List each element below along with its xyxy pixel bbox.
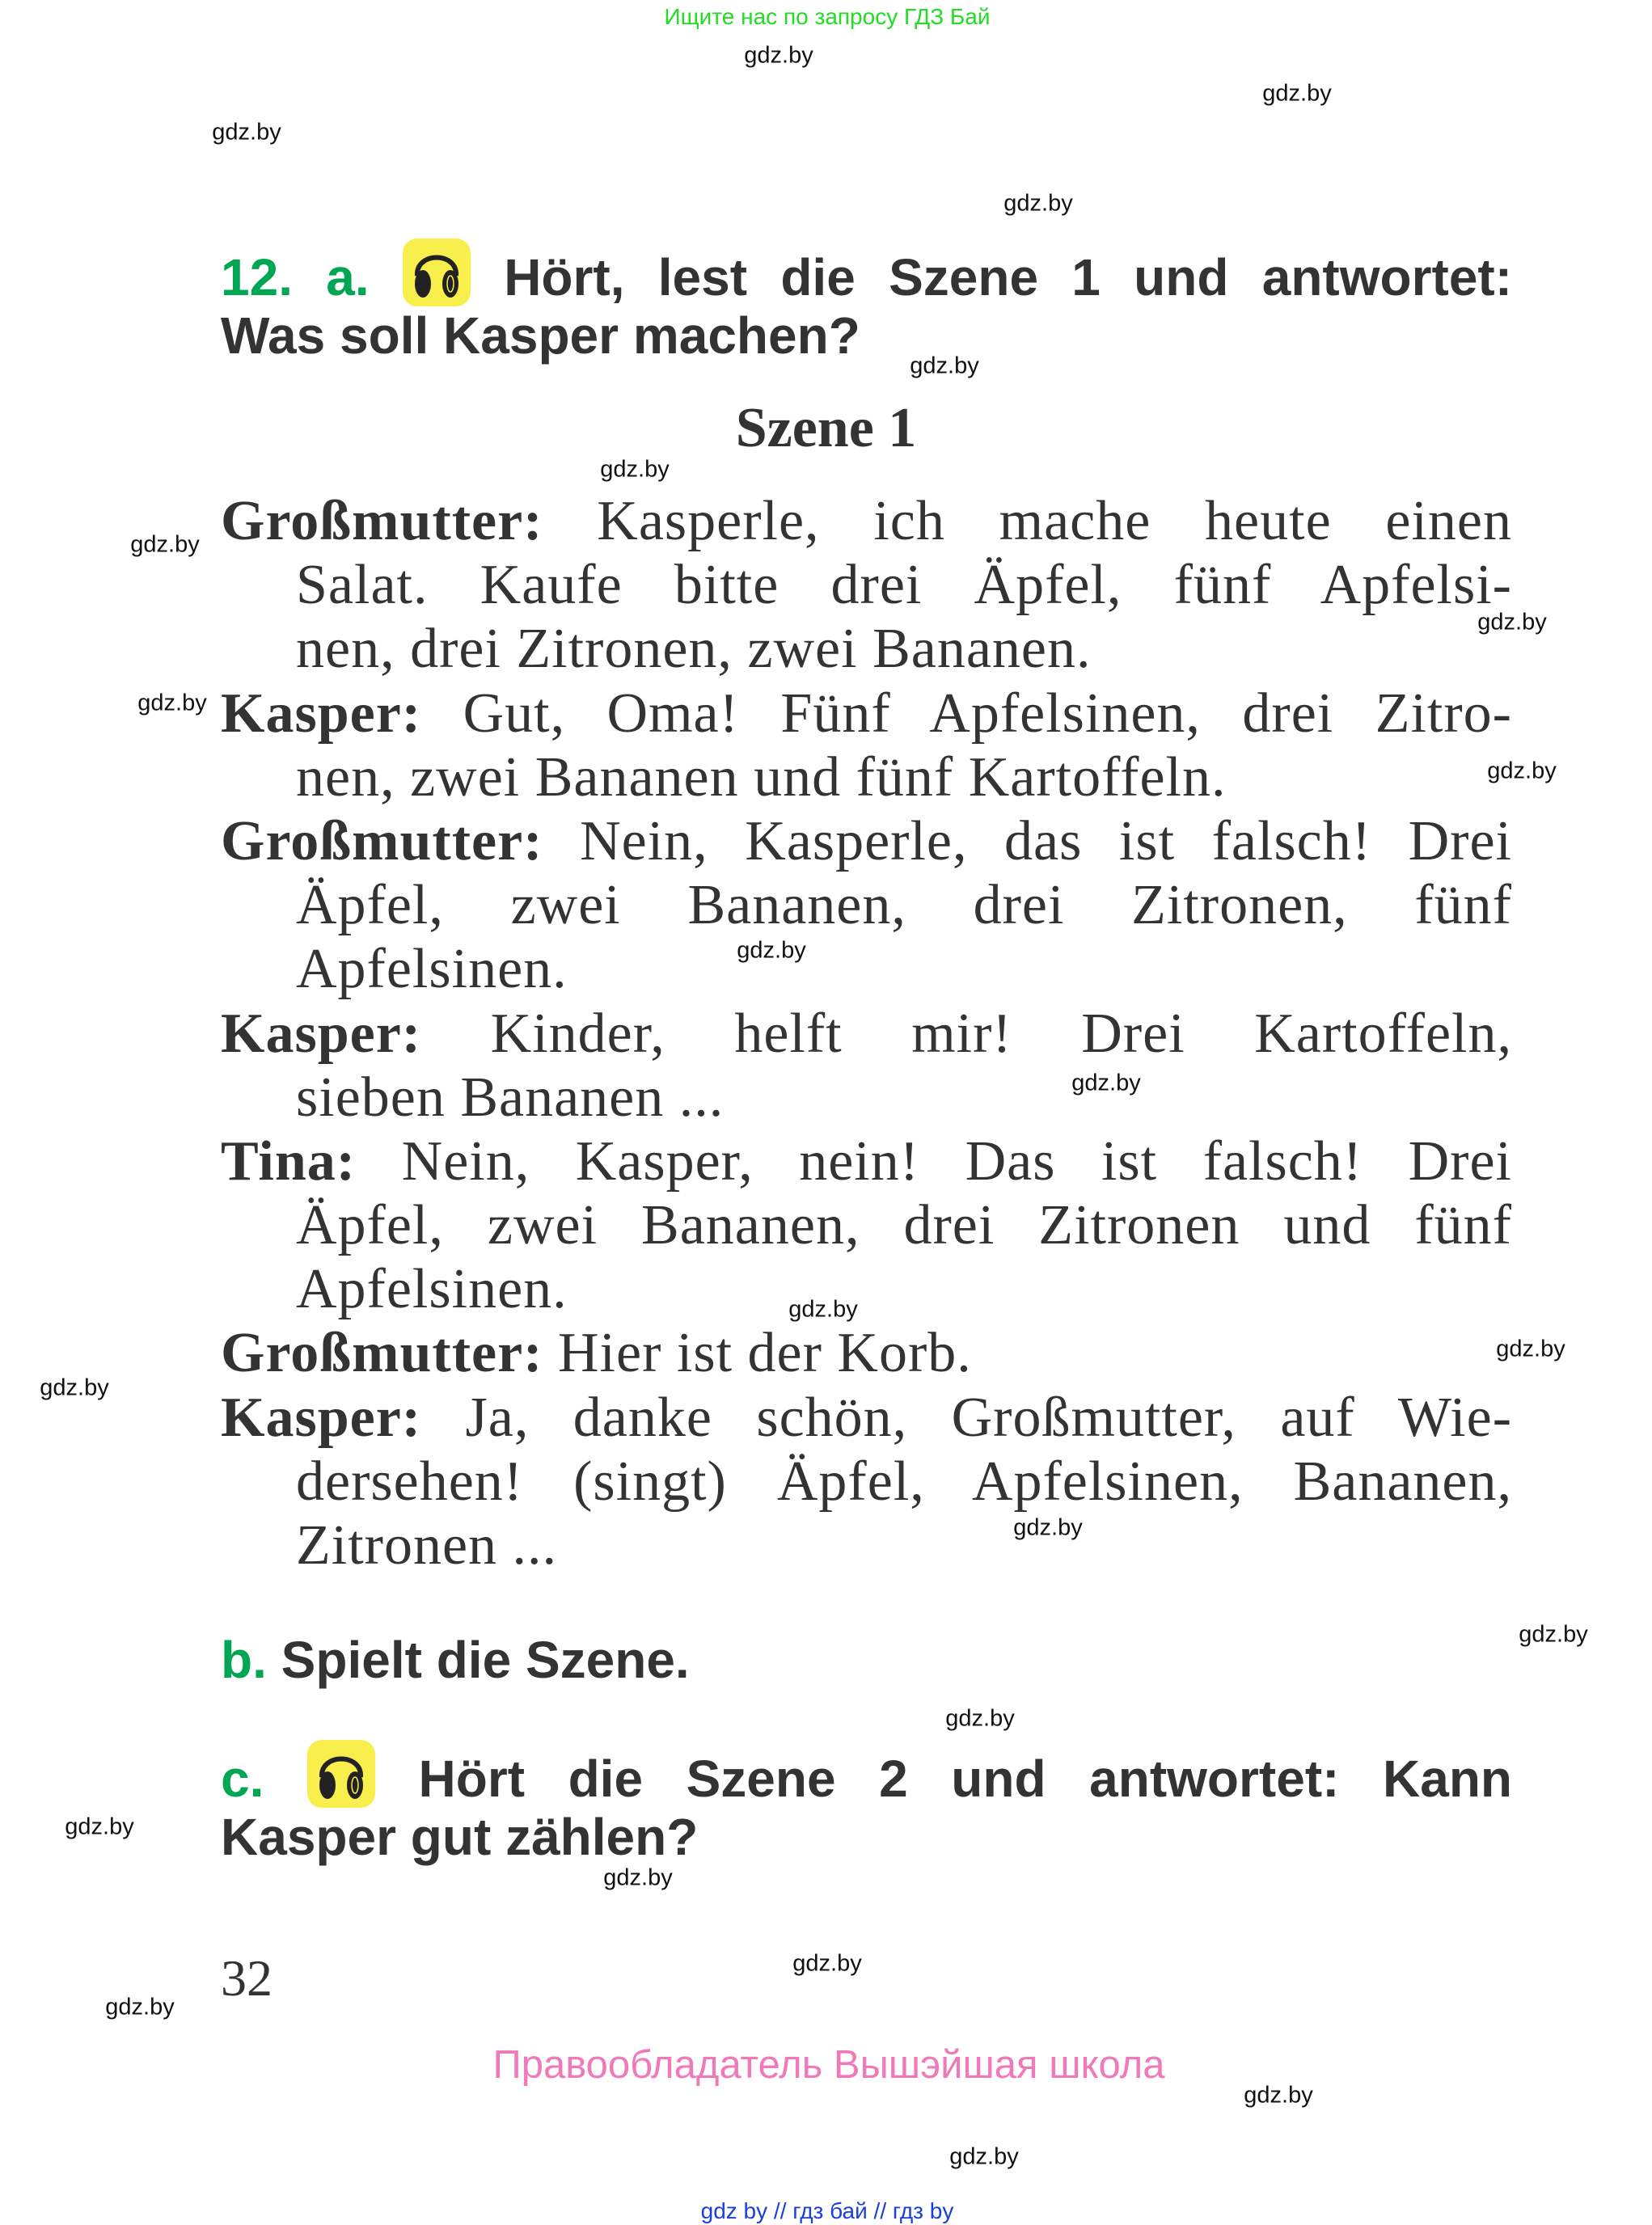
watermark: gdz.by — [1244, 2082, 1313, 2109]
task-c-heading — [221, 1740, 1512, 1869]
dialogue-line — [221, 489, 1512, 553]
watermark: gdz.by — [949, 2143, 1019, 2170]
speaker-name: Großmutter: — [221, 809, 543, 872]
dialogue-line — [221, 1193, 1512, 1257]
dialogue-line — [221, 617, 1512, 681]
speaker-name: Tina: — [221, 1129, 357, 1193]
part-letter-b: b. — [221, 1631, 267, 1689]
dialogue-line — [221, 1514, 1512, 1577]
watermark: gdz.by — [1071, 1070, 1141, 1096]
dialogue-line — [221, 1321, 1512, 1385]
dialogue-line — [221, 1386, 1512, 1450]
dialogue-line — [221, 682, 1512, 745]
line-text: Salat. Kaufe bitte drei Äpfel, fünf Apfelsi- — [296, 554, 1512, 617]
watermark: gdz.by — [1487, 758, 1557, 784]
speaker-name: Großmutter: — [221, 490, 543, 552]
part-letter-a: a. — [326, 248, 370, 306]
dialogue-line — [221, 1129, 1512, 1193]
speaker-name: Kasper: — [221, 1386, 422, 1449]
task-b-text: Spielt die Szene. — [281, 1631, 690, 1689]
line-text: nen, zwei Bananen und fünf Kartoffeln. — [296, 745, 1227, 809]
task-c-line2: Kasper gut zählen? — [221, 1808, 699, 1866]
line-text: nen, drei Zitronen, zwei Bananen. — [296, 618, 1092, 681]
dialogue-line — [221, 1002, 1512, 1066]
watermark: gdz.by — [1477, 609, 1547, 635]
exercise-number: 12. — [221, 248, 293, 306]
speaker-name: Kasper: — [221, 682, 422, 745]
line-text: sieben Bananen ... — [296, 1066, 725, 1129]
line-text: Kinder, helft mir! Drei Kartoffeln, — [490, 1002, 1513, 1065]
dialogue-line — [221, 809, 1512, 873]
line-text: Äpfel, zwei Bananen, drei Zitronen, fünf — [296, 874, 1512, 937]
watermark: gdz.by — [788, 1296, 858, 1323]
dialogue-line — [221, 873, 1512, 937]
watermark: gdz.by — [600, 456, 670, 483]
dialogue-line — [221, 745, 1512, 809]
line-text: Äpfel, zwei Bananen, drei Zitronen und fünf — [296, 1194, 1512, 1257]
dialogue-line — [221, 1066, 1512, 1129]
watermark: gdz.by — [40, 1374, 109, 1401]
line-text: Nein, Kasper, nein! Das ist falsch! Drei — [401, 1129, 1512, 1193]
watermark: gdz.by — [130, 531, 200, 558]
part-letter-c: c. — [221, 1750, 264, 1808]
line-text: Apfelsinen. — [296, 938, 568, 1001]
watermark: gdz.by — [945, 1705, 1015, 1732]
scene-title: Szene 1 — [735, 397, 917, 459]
task-a-heading — [221, 239, 1512, 368]
search-banner: Ищите нас по запросу ГДЗ Бай — [664, 4, 991, 29]
dialogue-line — [221, 1257, 1512, 1321]
dialogue-line — [221, 553, 1512, 617]
page-number: 32 — [221, 1949, 273, 2007]
line-text: Zitronen ... — [296, 1514, 558, 1577]
watermark: gdz.by — [137, 690, 207, 716]
line-text: Ja, danke schön, Großmutter, auf Wie- — [465, 1386, 1512, 1449]
watermark: gdz.by — [65, 1813, 134, 1840]
watermark: gdz.by — [1496, 1336, 1565, 1362]
headphones-icon — [403, 239, 471, 306]
watermark: gdz.by — [212, 119, 281, 146]
watermark: gdz.by — [792, 1950, 862, 1977]
watermark: gdz.by — [1003, 190, 1073, 217]
task-b-heading — [221, 1628, 1512, 1692]
dialogue-line — [221, 937, 1512, 1001]
line-text: Apfelsinen. — [296, 1258, 568, 1321]
task-a-line1: Hört, lest die Szene 1 und antwortet: — [504, 248, 1513, 306]
watermark: gdz.by — [737, 937, 806, 964]
line-text: Gut, Oma! Fünf Apfelsinen, drei Zitro- — [463, 682, 1512, 745]
rights-holder: Правообладатель Вышэйшая школа — [492, 2043, 1165, 2087]
task-a-line2: Was soll Kasper machen? — [221, 306, 860, 365]
speaker-name: Großmutter: — [221, 1322, 543, 1385]
watermark: gdz.by — [105, 1994, 175, 2020]
watermark: gdz.by — [1013, 1514, 1083, 1541]
watermark: gdz.by — [1262, 80, 1332, 107]
line-text: Kasperle, ich mache heute einen — [597, 490, 1513, 552]
headphones-icon — [307, 1740, 375, 1808]
line-text: Hier ist der Korb. — [558, 1322, 972, 1385]
dialogue — [221, 489, 1512, 1577]
watermark: gdz.by — [744, 42, 813, 69]
speaker-name: Kasper: — [221, 1002, 422, 1065]
dialogue-line — [221, 1450, 1512, 1514]
bottom-links[interactable]: gdz by // гдз бай // гдз by — [700, 2198, 954, 2223]
line-text: dersehen! (singt) Äpfel, Apfelsinen, Bananen, — [296, 1450, 1512, 1513]
task-c-line1: Hört die Szene 2 und antwortet: Kann — [418, 1750, 1513, 1808]
watermark: gdz.by — [910, 353, 979, 379]
watermark: gdz.by — [603, 1864, 673, 1891]
line-text: Nein, Kasperle, das ist falsch! Drei — [580, 809, 1513, 872]
watermark: gdz.by — [1519, 1621, 1588, 1648]
